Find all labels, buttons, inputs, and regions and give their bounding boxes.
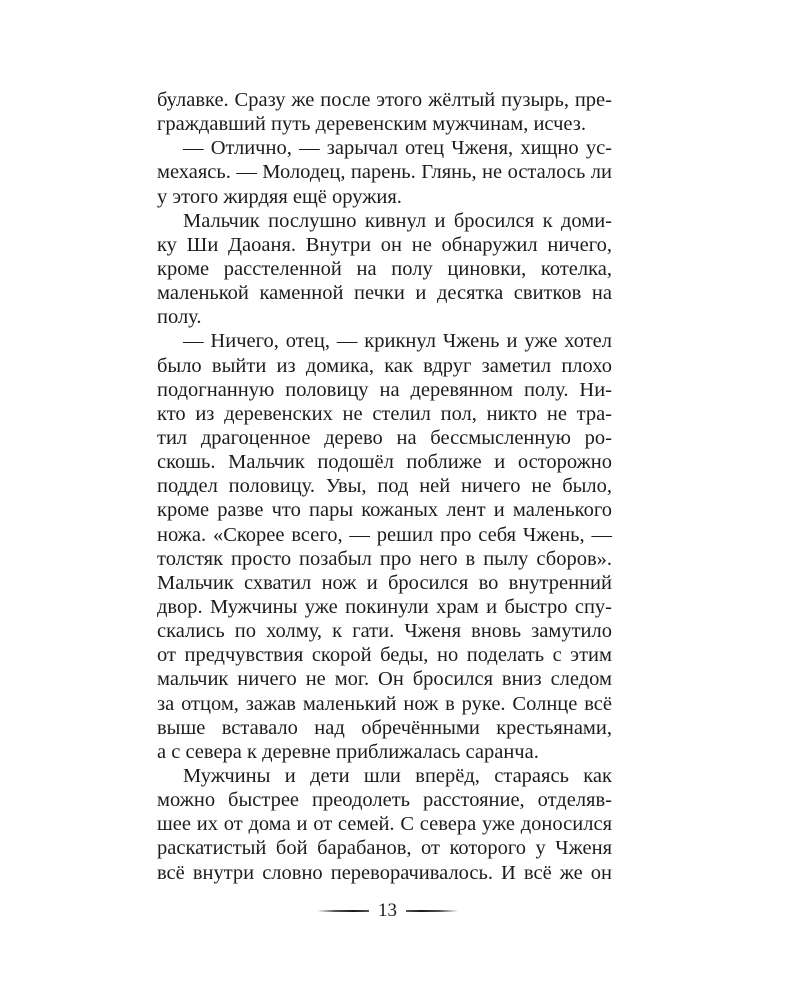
text-line: подогнанную половицу на деревянном полу. Ни- bbox=[157, 378, 612, 401]
text-line: Мужчины и дети шли вперёд, стараясь как bbox=[183, 764, 612, 787]
text-line: — Отлично, — зарычал отец Чженя, хищно ус- bbox=[183, 137, 612, 160]
text-line: шее их от дома и от семей. С севера уже доносился bbox=[157, 813, 612, 836]
book-page-text bbox=[157, 88, 612, 885]
text-line: Мальчик послушно кивнул и бросился к доми- bbox=[183, 209, 612, 232]
text-line: мехаясь. — Молодец, парень. Глянь, не осталось ли bbox=[157, 161, 612, 184]
text-line: полу. bbox=[157, 306, 202, 329]
text-line: всё внутри словно переворачивалось. И всё же он bbox=[157, 861, 612, 884]
text-line: поддел половицу. Увы, под ней ничего не было, bbox=[157, 475, 612, 498]
text-line: от предчувствия скорой беды, но поделать с этим bbox=[157, 644, 612, 667]
text-line: Мальчик схватил нож и бросился во внутренний bbox=[157, 571, 612, 594]
text-line: раскатистый бой барабанов, от которого у Чженя bbox=[157, 837, 612, 860]
text-line: толстяк просто позабыл про него в пылу сборов». bbox=[157, 547, 612, 570]
text-line: у этого жирдяя ещё оружия. bbox=[157, 185, 402, 208]
text-line: выше вставало над обречёнными крестьянами, bbox=[157, 716, 612, 739]
text-line: граждавший путь деревенским мужчинам, исчез. bbox=[157, 113, 586, 136]
text-line: тил драгоценное дерево на бессмысленную ро- bbox=[157, 426, 612, 449]
text-line: двор. Мужчины уже покинули храм и быстро спу- bbox=[157, 595, 612, 618]
text-line: кроме расстеленной на полу циновки, котелка, bbox=[157, 257, 612, 280]
text-line: а с севера к деревне приближалась саранча. bbox=[157, 740, 539, 763]
text-line: булавке. Сразу же после этого жёлтый пузырь, пре- bbox=[157, 89, 612, 111]
page-number: 13 bbox=[378, 900, 397, 921]
text-line: скались по холму, к гати. Чженя вновь замутило bbox=[157, 620, 612, 643]
page-footer-folio bbox=[315, 898, 460, 924]
text-line: — Ничего, отец, — крикнул Чжень и уже хотел bbox=[183, 330, 612, 353]
text-line: кроме разве что пары кожаных лент и маленького bbox=[157, 499, 612, 522]
text-line: можно быстрее преодолеть расстояние, отделяв- bbox=[157, 789, 612, 812]
text-line: ку Ши Даоаня. Внутри он не обнаружил ничего, bbox=[157, 233, 612, 256]
text-line: мальчик ничего не мог. Он бросился вниз следом bbox=[157, 668, 612, 691]
left-ornament-rule bbox=[317, 909, 369, 913]
text-line: за отцом, зажав маленький нож в руке. Солнце всё bbox=[157, 692, 612, 715]
text-line: ножа. «Скорее всего, — решил про себя Чжень, — bbox=[157, 523, 612, 546]
text-line: было выйти из домика, как вдруг заметил плохо bbox=[157, 354, 612, 377]
text-line: кто из деревенских не стелил пол, никто не тра- bbox=[157, 402, 612, 425]
text-line: скошь. Мальчик подошёл поближе и осторожно bbox=[157, 451, 612, 474]
right-ornament-rule bbox=[406, 909, 458, 913]
text-line: маленькой каменной печки и десятка свитков на bbox=[157, 282, 612, 305]
